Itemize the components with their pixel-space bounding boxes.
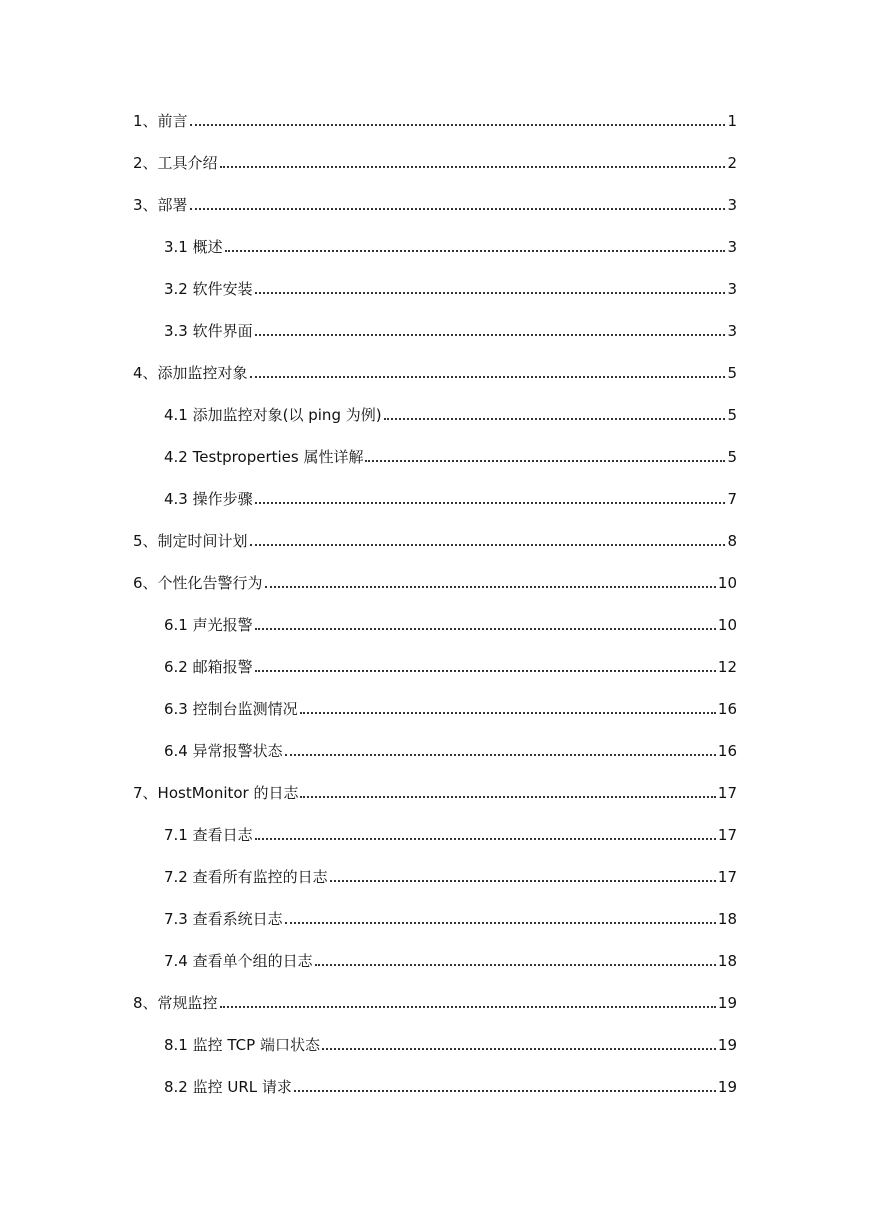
toc-entry[interactable] [133, 887, 737, 929]
toc-entry-title: 7.4 查看单个组的日志 [164, 952, 313, 970]
toc-entry[interactable] [133, 299, 737, 341]
toc-dot-leader [190, 124, 726, 126]
toc-entry[interactable] [133, 1013, 737, 1055]
toc-dot-leader [285, 754, 716, 756]
toc-dot-leader [190, 208, 726, 210]
toc-entry[interactable] [133, 383, 737, 425]
toc-page-number: 19 [717, 1036, 737, 1054]
table-of-contents [133, 109, 737, 1097]
toc-entry-title: 7、HostMonitor 的日志 [133, 784, 299, 802]
toc-dot-leader [220, 166, 726, 168]
toc-entry[interactable] [133, 509, 737, 551]
toc-page-number: 5 [727, 448, 737, 466]
toc-entry-title: 4.3 操作步骤 [164, 490, 253, 508]
toc-entry-title: 6、个性化告警行为 [133, 574, 263, 592]
toc-entry[interactable] [133, 635, 737, 677]
toc-entry-title: 6.2 邮箱报警 [164, 658, 253, 676]
toc-entry-title: 1、前言 [133, 112, 188, 130]
toc-dot-leader [250, 544, 726, 546]
toc-page-number: 1 [727, 112, 737, 130]
toc-entry-title: 8、常规监控 [133, 994, 218, 1012]
toc-entry-title: 7.2 查看所有监控的日志 [164, 868, 328, 886]
toc-page-number: 17 [717, 826, 737, 844]
toc-entry[interactable] [133, 803, 737, 845]
toc-entry-title: 6.4 异常报警状态 [164, 742, 283, 760]
toc-page-number: 12 [717, 658, 737, 676]
toc-entry-title: 4、添加监控对象 [133, 364, 248, 382]
toc-entry[interactable] [133, 593, 737, 635]
toc-page-number: 5 [727, 364, 737, 382]
toc-dot-leader [315, 964, 716, 966]
toc-page-number: 3 [727, 280, 737, 298]
toc-dot-leader [255, 838, 716, 840]
toc-page-number: 10 [717, 574, 737, 592]
toc-entry[interactable] [133, 425, 737, 467]
toc-entry[interactable] [133, 341, 737, 383]
toc-entry-title: 3.1 概述 [164, 238, 223, 256]
toc-page-number: 17 [717, 868, 737, 886]
toc-page-number: 18 [717, 910, 737, 928]
toc-dot-leader [255, 628, 716, 630]
toc-page-number: 5 [727, 406, 737, 424]
toc-dot-leader [220, 1006, 716, 1008]
toc-dot-leader [294, 1090, 716, 1092]
toc-dot-leader [255, 670, 716, 672]
toc-entry[interactable] [133, 131, 737, 173]
toc-dot-leader [300, 712, 716, 714]
toc-entry-title: 6.3 控制台监测情况 [164, 700, 298, 718]
toc-entry-title: 6.1 声光报警 [164, 616, 253, 634]
toc-entry[interactable] [133, 929, 737, 971]
toc-page-number: 7 [727, 490, 737, 508]
toc-entry[interactable] [133, 467, 737, 509]
toc-page-number: 16 [717, 700, 737, 718]
toc-page-number: 8 [727, 532, 737, 550]
toc-entry-title: 8.1 监控 TCP 端口状态 [164, 1036, 320, 1054]
toc-dot-leader [255, 292, 726, 294]
toc-entry-title: 4.2 Testproperties 属性详解 [164, 448, 364, 466]
toc-entry-title: 5、制定时间计划 [133, 532, 248, 550]
toc-page-number: 19 [717, 1078, 737, 1096]
toc-dot-leader [365, 460, 725, 462]
toc-page-number: 3 [727, 238, 737, 256]
toc-entry[interactable] [133, 761, 737, 803]
toc-dot-leader [285, 922, 716, 924]
toc-entry[interactable] [133, 173, 737, 215]
toc-dot-leader [384, 418, 726, 420]
toc-entry-title: 2、工具介绍 [133, 154, 218, 172]
toc-entry[interactable] [133, 677, 737, 719]
toc-entry-title: 7.3 查看系统日志 [164, 910, 283, 928]
toc-entry[interactable] [133, 719, 737, 761]
toc-entry-title: 3.2 软件安装 [164, 280, 253, 298]
toc-entry[interactable] [133, 109, 737, 131]
toc-dot-leader [300, 796, 715, 798]
toc-page-number: 3 [727, 322, 737, 340]
toc-dot-leader [255, 334, 726, 336]
toc-entry-title: 7.1 查看日志 [164, 826, 253, 844]
toc-page-number: 16 [717, 742, 737, 760]
toc-page-number: 17 [717, 784, 737, 802]
toc-dot-leader [225, 250, 726, 252]
toc-entry-title: 3、部署 [133, 196, 188, 214]
toc-entry[interactable] [133, 257, 737, 299]
toc-dot-leader [265, 586, 716, 588]
toc-entry[interactable] [133, 845, 737, 887]
toc-dot-leader [322, 1048, 716, 1050]
toc-entry[interactable] [133, 551, 737, 593]
toc-entry-title: 4.1 添加监控对象(以 ping 为例) [164, 406, 382, 424]
toc-page-number: 18 [717, 952, 737, 970]
toc-entry[interactable] [133, 215, 737, 257]
toc-page-number: 3 [727, 196, 737, 214]
toc-page-number: 19 [717, 994, 737, 1012]
toc-entry-title: 3.3 软件界面 [164, 322, 253, 340]
toc-page-number: 2 [727, 154, 737, 172]
toc-entry-title: 8.2 监控 URL 请求 [164, 1078, 292, 1096]
toc-dot-leader [255, 502, 726, 504]
toc-dot-leader [330, 880, 716, 882]
toc-entry[interactable] [133, 1055, 737, 1097]
toc-dot-leader [250, 376, 726, 378]
toc-page-number: 10 [717, 616, 737, 634]
toc-entry[interactable] [133, 971, 737, 1013]
